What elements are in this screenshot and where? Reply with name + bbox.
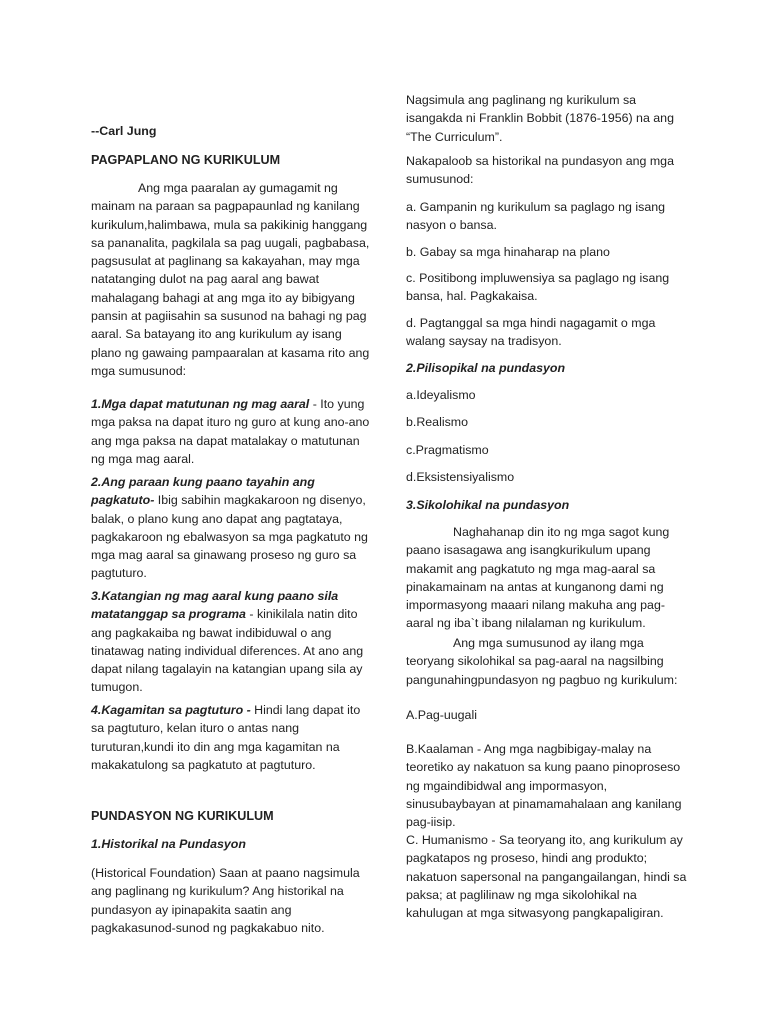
item-4 <box>91 701 373 774</box>
theory-item-b: B.Kaalaman - Ang mga nagbibigay-malay na teoretiko ay nakatuon sa kung paano pinoproseso ng mgaindibidwal ang impormasyon, sinusubaybayan at pinamamahalaan ang kanilang pag-iisip. <box>406 742 682 830</box>
historical-paragraph: (Historical Foundation) Saan at paano nagsimula ang paglinang ng kurikulum? Ang historikal na pundasyon ay ipinapakita saatin ang pagkakasunod-sunod ng pagkakabuo nito. <box>91 866 360 935</box>
list-item-c: c. Positibong impluwensiya sa paglago ng isang bansa, hal. Pagkakaisa. <box>406 271 670 304</box>
item-3 <box>91 587 373 697</box>
heading-pundasyon: PUNDASYON NG KURIKULUM <box>91 809 274 823</box>
theory-item-a: A.Pag-uugali <box>406 708 477 722</box>
item-2 <box>91 473 373 583</box>
item-2-title: 2.Ang paraan kung paano tayahin ang pagkatuto- <box>91 475 315 508</box>
bobbit-paragraph: Nagsimula ang paglinang ng kurikulum sa isangakda ni Franklin Bobbit (1876-1956) na ang “The Curriculum”. <box>406 93 674 144</box>
historical-contents-paragraph: Nakapaloob sa historikal na pundasyon ang mga sumusunod: <box>406 154 674 187</box>
item-1 <box>91 395 373 468</box>
subheading-sikolohikal: 3.Sikolohikal na pundasyon <box>406 498 570 512</box>
theory-item-c: C. Humanismo - Sa teoryang ito, ang kurikulum ay pagkatapos ng proseso, hindi ang produkto; nakatuon sapersonal na pangangailangan, hindi sa paksa; at paglilinaw ng mga sikolohikal na kahulugan at mga sitwasyong pangkapaligiran. <box>406 833 687 921</box>
phil-item-a: a.Ideyalismo <box>406 388 476 402</box>
psych-paragraph-2: Ang mga sumusunod ay ilang mga teoryang sikolohikal sa pag-aaral na nagsilbing pangunahingpundasyon ng pagbuo ng kurikulum: <box>406 636 678 687</box>
item-4-text: Hindi lang dapat ito sa pagtuturo, kelan ituro o antas nang turuturan,kundi ito din ang mga kagamitan na makakatulong sa pagkatuto at pagtuturo. <box>91 703 361 772</box>
subheading-pilisopikal: 2.Pilisopikal na pundasyon <box>406 361 566 375</box>
psych-paragraph-1: Naghahanap din ito ng mga sagot kung paano isasagawa ang isangkurikulum upang makamit ang pagkatuto ng mga mag-aaral sa pinakamainam na antas at kunganong dami ng impormasyong maaari nilang makuha ang pag-aaral ng iba`t ibang nilalaman ng kurikulum. <box>406 525 670 631</box>
item-3-text: - kinikilala natin dito ang pagkakaiba ng bawat indibiduwal o ang tinatawag nating individual diferences. At ano ang dapat nilang tagalayin na katangian upang sila ay tumugon. <box>91 607 364 695</box>
heading-pagpaplano: PAGPAPLANO NG KURIKULUM <box>91 153 281 167</box>
phil-item-d: d.Eksistensiyalismo <box>406 470 515 484</box>
list-item-a: a. Gampanin ng kurikulum sa paglago ng isang nasyon o bansa. <box>406 200 665 233</box>
item-2-text: Ibig sabihin magkakaroon ng disenyo, balak, o plano kung ano dapat ang pagtataya, pagkakaroon ng ebalwasyon sa mga pagkatuto ng mga mag aaral sa ginawang proseso ng guro sa pagtuturo. <box>91 493 368 581</box>
intro-paragraph: Ang mga paaralan ay gumagamit ng mainam na paraan sa pagpapaunlad ng kanilang kurikulum,halimbawa, mula sa pakikinig hanggang sa pananalita, pagkilala sa pag uugali, pagbabasa, pagsusulat at paglinang sa kakayahan, may mga natatanging dulot na pag aaral ang bawat mahalagang bahagi at ang mga ito ay bibigyang pansin at pagiisahin sa susunod na bahagi ng pag aaral. Sa batayang ito ang kurikulum ay isang plano ng gawaing pampaaralan at kasama rito ang mga sumusunod: <box>91 181 370 378</box>
list-item-b: b. Gabay sa mga hinaharap na plano <box>406 245 610 259</box>
quote-author: --Carl Jung <box>91 124 157 138</box>
item-4-title: 4.Kagamitan sa pagtuturo - <box>91 703 251 717</box>
phil-item-b: b.Realismo <box>406 415 468 429</box>
subheading-historikal: 1.Historikal na Pundasyon <box>91 837 246 851</box>
item-3-title: 3.Katangian ng mag aaral kung paano sila matatanggap sa programa <box>91 589 339 622</box>
item-1-title: 1.Mga dapat matutunan ng mag aaral <box>91 397 310 411</box>
item-1-text: - Ito yung mga paksa na dapat ituro ng guro at kung ano-ano ang mga paksa na dapat matalakay o matutunan ng mga mag aaral. <box>91 397 370 466</box>
phil-item-c: c.Pragmatismo <box>406 443 489 457</box>
list-item-d: d. Pagtanggal sa mga hindi nagagamit o mga walang saysay na tradisyon. <box>406 316 656 349</box>
